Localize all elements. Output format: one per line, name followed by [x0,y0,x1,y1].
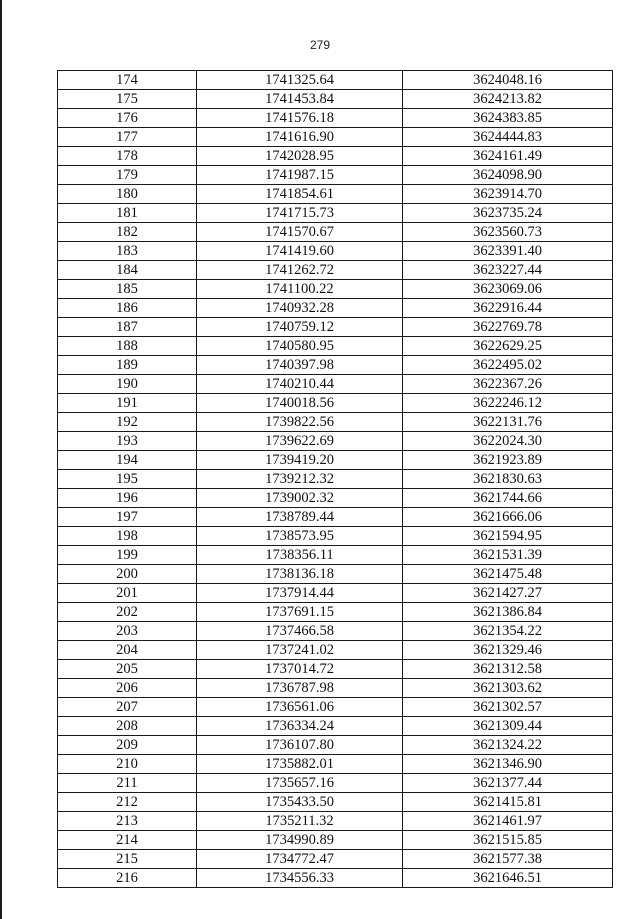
table-row [58,679,613,698]
point-number-cell: 209 [58,736,197,755]
table-row [58,318,613,337]
y-coordinate-cell: 3621577.38 [403,850,613,869]
table-row [58,242,613,261]
point-number-cell: 211 [58,774,197,793]
x-coordinate-cell: 1741570.67 [197,223,403,242]
x-coordinate-cell: 1740397.98 [197,356,403,375]
point-number-cell: 181 [58,204,197,223]
x-coordinate-cell: 1742028.95 [197,147,403,166]
table-row [58,508,613,527]
point-number-cell: 213 [58,812,197,831]
table-row [58,641,613,660]
point-number-cell: 185 [58,280,197,299]
x-coordinate-cell: 1741325.64 [197,71,403,90]
y-coordinate-cell: 3623735.24 [403,204,613,223]
point-number-cell: 180 [58,185,197,204]
x-coordinate-cell: 1740759.12 [197,318,403,337]
table-row [58,622,613,641]
point-number-cell: 175 [58,90,197,109]
y-coordinate-cell: 3621475.48 [403,565,613,584]
point-number-cell: 204 [58,641,197,660]
y-coordinate-cell: 3621303.62 [403,679,613,698]
x-coordinate-cell: 1737241.02 [197,641,403,660]
y-coordinate-cell: 3621830.63 [403,470,613,489]
x-coordinate-cell: 1738356.11 [197,546,403,565]
x-coordinate-cell: 1739419.20 [197,451,403,470]
point-number-cell: 184 [58,261,197,280]
y-coordinate-cell: 3621377.44 [403,774,613,793]
point-number-cell: 203 [58,622,197,641]
point-number-cell: 188 [58,337,197,356]
x-coordinate-cell: 1736107.80 [197,736,403,755]
point-number-cell: 189 [58,356,197,375]
point-number-cell: 183 [58,242,197,261]
point-number-cell: 187 [58,318,197,337]
x-coordinate-cell: 1735882.01 [197,755,403,774]
x-coordinate-cell: 1737914.44 [197,584,403,603]
point-number-cell: 193 [58,432,197,451]
table-row [58,660,613,679]
point-number-cell: 179 [58,166,197,185]
y-coordinate-cell: 3621354.22 [403,622,613,641]
y-coordinate-cell: 3622246.12 [403,394,613,413]
point-number-cell: 178 [58,147,197,166]
table-row [58,109,613,128]
point-number-cell: 210 [58,755,197,774]
table-row [58,546,613,565]
table-row [58,831,613,850]
y-coordinate-cell: 3622367.26 [403,375,613,394]
table-row [58,185,613,204]
point-number-cell: 212 [58,793,197,812]
point-number-cell: 206 [58,679,197,698]
y-coordinate-cell: 3623914.70 [403,185,613,204]
table-row [58,261,613,280]
point-number-cell: 197 [58,508,197,527]
point-number-cell: 186 [58,299,197,318]
table-row [58,717,613,736]
x-coordinate-cell: 1739212.32 [197,470,403,489]
y-coordinate-cell: 3621923.89 [403,451,613,470]
page-edge-line [0,0,2,919]
x-coordinate-cell: 1740018.56 [197,394,403,413]
y-coordinate-cell: 3624161.49 [403,147,613,166]
table-row [58,204,613,223]
table-row [58,394,613,413]
coordinates-table [57,70,613,888]
x-coordinate-cell: 1736561.06 [197,698,403,717]
point-number-cell: 196 [58,489,197,508]
y-coordinate-cell: 3621744.66 [403,489,613,508]
x-coordinate-cell: 1737014.72 [197,660,403,679]
x-coordinate-cell: 1741576.18 [197,109,403,128]
x-coordinate-cell: 1741100.22 [197,280,403,299]
y-coordinate-cell: 3621415.81 [403,793,613,812]
point-number-cell: 176 [58,109,197,128]
point-number-cell: 194 [58,451,197,470]
point-number-cell: 177 [58,128,197,147]
page-number: 279 [309,38,331,52]
y-coordinate-cell: 3621427.27 [403,584,613,603]
x-coordinate-cell: 1741453.84 [197,90,403,109]
table-row [58,280,613,299]
table-row [58,432,613,451]
x-coordinate-cell: 1740580.95 [197,337,403,356]
y-coordinate-cell: 3623560.73 [403,223,613,242]
y-coordinate-cell: 3623227.44 [403,261,613,280]
table-row [58,755,613,774]
point-number-cell: 202 [58,603,197,622]
x-coordinate-cell: 1738136.18 [197,565,403,584]
table-row [58,869,613,888]
y-coordinate-cell: 3621302.57 [403,698,613,717]
point-number-cell: 191 [58,394,197,413]
y-coordinate-cell: 3622769.78 [403,318,613,337]
y-coordinate-cell: 3624444.83 [403,128,613,147]
y-coordinate-cell: 3621666.06 [403,508,613,527]
y-coordinate-cell: 3622495.02 [403,356,613,375]
table-row [58,71,613,90]
point-number-cell: 174 [58,71,197,90]
y-coordinate-cell: 3621312.58 [403,660,613,679]
point-number-cell: 207 [58,698,197,717]
x-coordinate-cell: 1739002.32 [197,489,403,508]
table-row [58,584,613,603]
point-number-cell: 215 [58,850,197,869]
table-row [58,413,613,432]
table-row [58,166,613,185]
point-number-cell: 192 [58,413,197,432]
point-number-cell: 201 [58,584,197,603]
table-row [58,299,613,318]
x-coordinate-cell: 1740210.44 [197,375,403,394]
table-row [58,223,613,242]
x-coordinate-cell: 1734556.33 [197,869,403,888]
x-coordinate-cell: 1741987.15 [197,166,403,185]
x-coordinate-cell: 1734772.47 [197,850,403,869]
table-row [58,774,613,793]
table-row [58,698,613,717]
table-row [58,603,613,622]
x-coordinate-cell: 1741262.72 [197,261,403,280]
y-coordinate-cell: 3621346.90 [403,755,613,774]
table-row [58,90,613,109]
y-coordinate-cell: 3621324.22 [403,736,613,755]
y-coordinate-cell: 3621461.97 [403,812,613,831]
x-coordinate-cell: 1741419.60 [197,242,403,261]
x-coordinate-cell: 1740932.28 [197,299,403,318]
y-coordinate-cell: 3621594.95 [403,527,613,546]
y-coordinate-cell: 3622131.76 [403,413,613,432]
point-number-cell: 198 [58,527,197,546]
y-coordinate-cell: 3623069.06 [403,280,613,299]
y-coordinate-cell: 3621309.44 [403,717,613,736]
x-coordinate-cell: 1739622.69 [197,432,403,451]
table-row [58,451,613,470]
coordinates-table-body [58,71,613,888]
x-coordinate-cell: 1738573.95 [197,527,403,546]
y-coordinate-cell: 3624383.85 [403,109,613,128]
table-row [58,736,613,755]
x-coordinate-cell: 1735211.32 [197,812,403,831]
point-number-cell: 216 [58,869,197,888]
table-row [58,527,613,546]
table-row [58,356,613,375]
y-coordinate-cell: 3622024.30 [403,432,613,451]
x-coordinate-cell: 1735433.50 [197,793,403,812]
x-coordinate-cell: 1741854.61 [197,185,403,204]
point-number-cell: 200 [58,565,197,584]
x-coordinate-cell: 1738789.44 [197,508,403,527]
table-row [58,147,613,166]
y-coordinate-cell: 3623391.40 [403,242,613,261]
point-number-cell: 199 [58,546,197,565]
x-coordinate-cell: 1736334.24 [197,717,403,736]
y-coordinate-cell: 3624098.90 [403,166,613,185]
table-row [58,489,613,508]
point-number-cell: 214 [58,831,197,850]
table-row [58,793,613,812]
point-number-cell: 208 [58,717,197,736]
x-coordinate-cell: 1741715.73 [197,204,403,223]
y-coordinate-cell: 3624048.16 [403,71,613,90]
x-coordinate-cell: 1737691.15 [197,603,403,622]
table-row [58,470,613,489]
point-number-cell: 182 [58,223,197,242]
y-coordinate-cell: 3622629.25 [403,337,613,356]
x-coordinate-cell: 1736787.98 [197,679,403,698]
point-number-cell: 195 [58,470,197,489]
table-row [58,850,613,869]
point-number-cell: 205 [58,660,197,679]
table-row [58,375,613,394]
y-coordinate-cell: 3621531.39 [403,546,613,565]
x-coordinate-cell: 1735657.16 [197,774,403,793]
y-coordinate-cell: 3621515.85 [403,831,613,850]
point-number-cell: 190 [58,375,197,394]
table-row [58,812,613,831]
x-coordinate-cell: 1739822.56 [197,413,403,432]
table-row [58,337,613,356]
x-coordinate-cell: 1741616.90 [197,128,403,147]
table-row [58,128,613,147]
x-coordinate-cell: 1734990.89 [197,831,403,850]
y-coordinate-cell: 3621386.84 [403,603,613,622]
y-coordinate-cell: 3621329.46 [403,641,613,660]
y-coordinate-cell: 3622916.44 [403,299,613,318]
x-coordinate-cell: 1737466.58 [197,622,403,641]
table-row [58,565,613,584]
y-coordinate-cell: 3624213.82 [403,90,613,109]
y-coordinate-cell: 3621646.51 [403,869,613,888]
